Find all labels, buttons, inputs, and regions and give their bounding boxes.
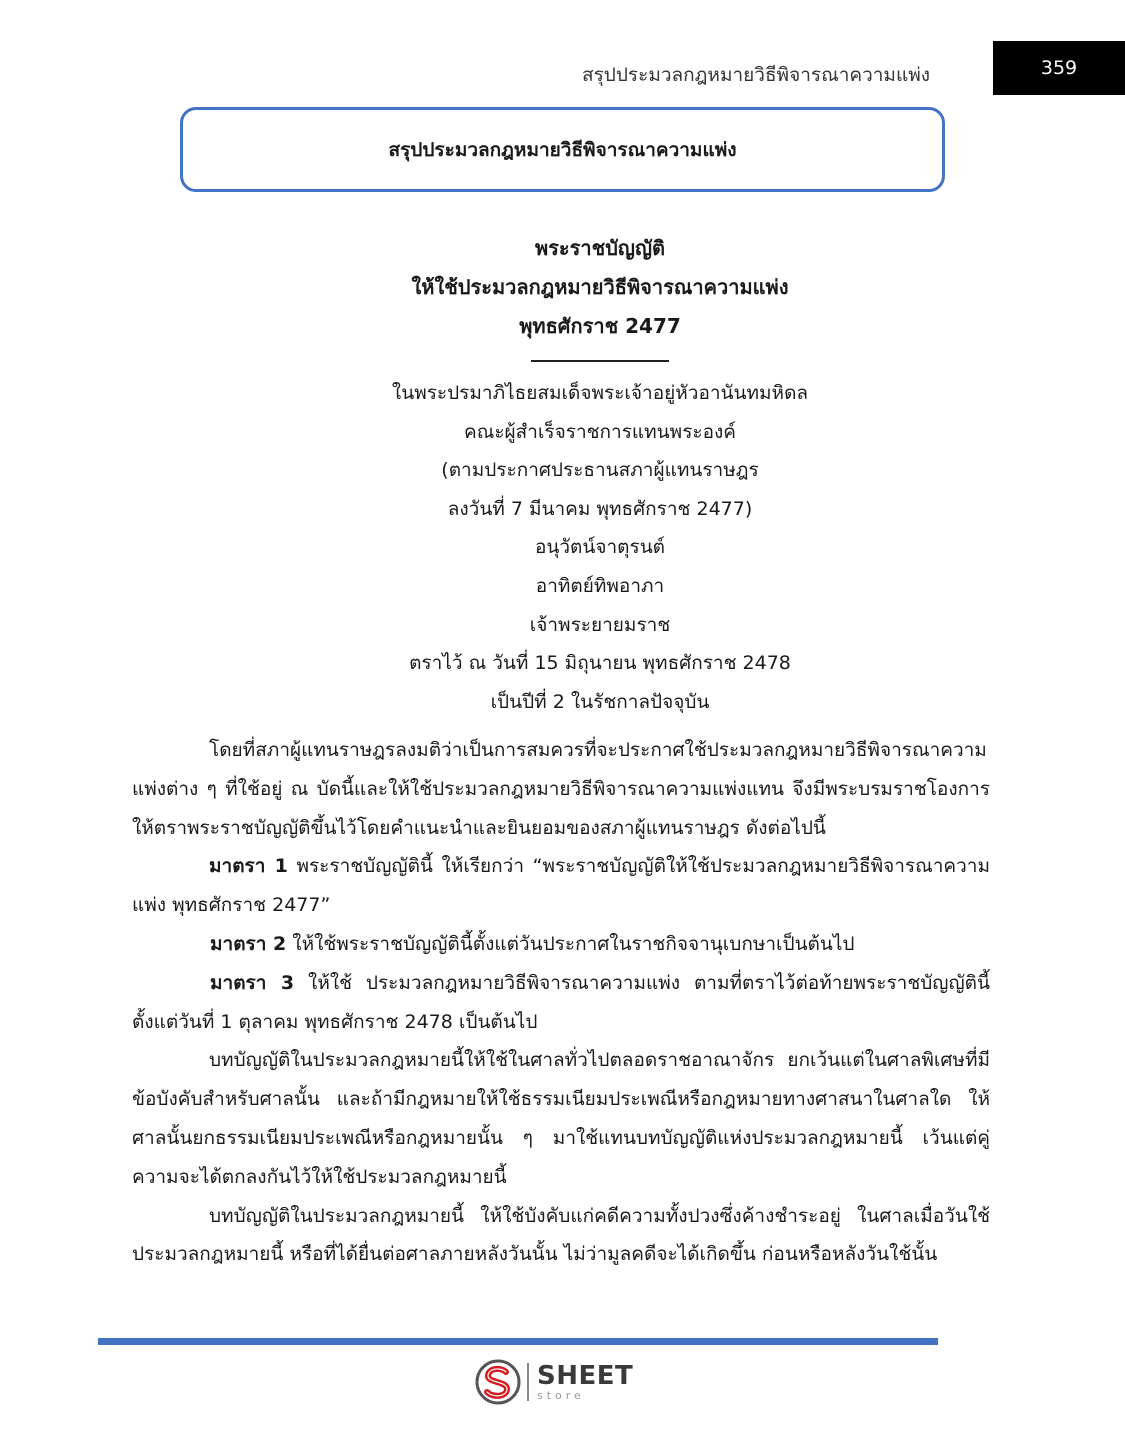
logo-sub-text: store bbox=[537, 1389, 585, 1402]
separator-line bbox=[531, 360, 669, 362]
body-text bbox=[132, 731, 990, 1274]
act-header bbox=[100, 229, 1100, 721]
preamble-line: ในพระปรมาภิไธยสมเด็จพระเจ้าอยู่หัวอานันทมหิดล bbox=[391, 382, 809, 404]
act-title-line: พระราชบัญญัติ bbox=[535, 236, 665, 260]
act-title bbox=[100, 229, 1100, 346]
intro-paragraph: โดยที่สภาผู้แทนราษฎรลงมติว่าเป็นการสมควรที่จะประกาศใช้ประมวลกฎหมายวิธีพิจารณาความแพ่งต่าง ๆ ที่ใช้อยู่ ณ บัดนี้และให้ใช้ประมวลกฎหมายวิธีพิจารณาความแพ่งแทน จึงมีพระบรมราชโองการให้ตราพระราชบัญญัติขึ้นไว้โดยคำแนะนำและยินยอมของสภาผู้แทนราษฎร ดังต่อไปนี้ bbox=[132, 739, 990, 839]
logo-divider bbox=[527, 1363, 529, 1401]
section-text: ให้ใช้พระราชบัญญัตินี้ตั้งแต่วันประกาศในราชกิจจานุเบกษาเป็นต้นไป bbox=[286, 932, 855, 955]
section-label: มาตรา 3 bbox=[210, 971, 295, 994]
section-label: มาตรา 2 bbox=[210, 932, 287, 955]
preamble-line: เป็นปีที่ 2 ในรัชกาลปัจจุบัน bbox=[490, 690, 710, 713]
pending-cases-paragraph: บทบัญญัติในประมวลกฎหมายนี้ ให้ใช้บังคับแก่คดีความทั้งปวงซึ่งค้างชำระอยู่ ในศาลเมื่อวันใช้ประมวลกฎหมายนี้ หรือที่ได้ยื่นต่อศาลภายหลังวันนั้น ไม่ว่ามูลคดีจะได้เกิดขึ้น ก่อนหรือหลังวันใช้นั้น bbox=[132, 1204, 990, 1266]
chapter-title: สรุปประมวลกฎหมายวิธีพิจารณาความแพ่ง bbox=[388, 138, 737, 161]
preamble-line: คณะผู้สำเร็จราชการแทนพระองค์ bbox=[463, 420, 736, 443]
logo-main-text: SHEET bbox=[537, 1361, 634, 1391]
act-title-line: ให้ใช้ประมวลกฎหมายวิธีพิจารณาความแพ่ง bbox=[411, 275, 789, 299]
chapter-title-box bbox=[180, 107, 945, 192]
logo-s-icon bbox=[475, 1359, 521, 1405]
section-text: พระราชบัญญัตินี้ ให้เรียกว่า “พระราชบัญญัติให้ใช้ประมวลกฎหมายวิธีพิจารณาความแพ่ง พุทธศักราช 2477” bbox=[132, 855, 990, 917]
page-number: 359 bbox=[993, 41, 1125, 95]
section-3 bbox=[132, 964, 990, 1042]
logo-text bbox=[537, 1363, 633, 1401]
act-title-line: พุทธศักราช 2477 bbox=[519, 314, 681, 338]
running-header-title: สรุปประมวลกฎหมายวิธีพิจารณาความแพ่ง bbox=[582, 64, 930, 86]
preamble-line: อนุวัตน์จาตุรนต์ bbox=[534, 536, 666, 559]
section-label: มาตรา 1 bbox=[209, 855, 288, 878]
section-2 bbox=[132, 925, 990, 964]
preamble-line: ตราไว้ ณ วันที่ 15 มิถุนายน พุทธศักราช 2478 bbox=[409, 652, 791, 675]
section-text: ให้ใช้ ประมวลกฎหมายวิธีพิจารณาความแพ่ง ตามที่ตราไว้ต่อท้ายพระราชบัญญัตินี้ ตั้งแต่วันที่ 1 ตุลาคม พุทธศักราช 2478 เป็นต้นไป bbox=[132, 971, 991, 1033]
courts-paragraph: บทบัญญัติในประมวลกฎหมายนี้ให้ใช้ในศาลทั่วไปตลอดราชอาณาจักร ยกเว้นแต่ในศาลพิเศษที่มีข้อบังคับสำหรับศาลนั้น และถ้ามีกฎหมายให้ใช้ธรรมเนียมประเพณีหรือกฎหมายทางศาสนาในศาลใด ให้ศาลนั้นยกธรรมเนียมประเพณีหรือกฎหมายนั้น ๆ มาใช้แทนบทบัญญัติแห่งประมวลกฎหมายนี้ เว้นแต่คู่ความจะได้ตกลงกันไว้ให้ใช้ประมวลกฎหมายนี้ bbox=[132, 1049, 990, 1188]
preamble-line: (ตามประกาศประธานสภาผู้แทนราษฎร bbox=[441, 459, 759, 482]
preamble bbox=[100, 374, 1100, 721]
sheet-store-logo bbox=[475, 1357, 633, 1407]
preamble-line: เจ้าพระยายมราช bbox=[529, 613, 671, 636]
footer-bar bbox=[98, 1338, 938, 1345]
section-1 bbox=[132, 847, 990, 925]
preamble-line: ลงวันที่ 7 มีนาคม พุทธศักราช 2477) bbox=[447, 497, 753, 520]
preamble-line: อาทิตย์ทิพอาภา bbox=[535, 574, 665, 597]
